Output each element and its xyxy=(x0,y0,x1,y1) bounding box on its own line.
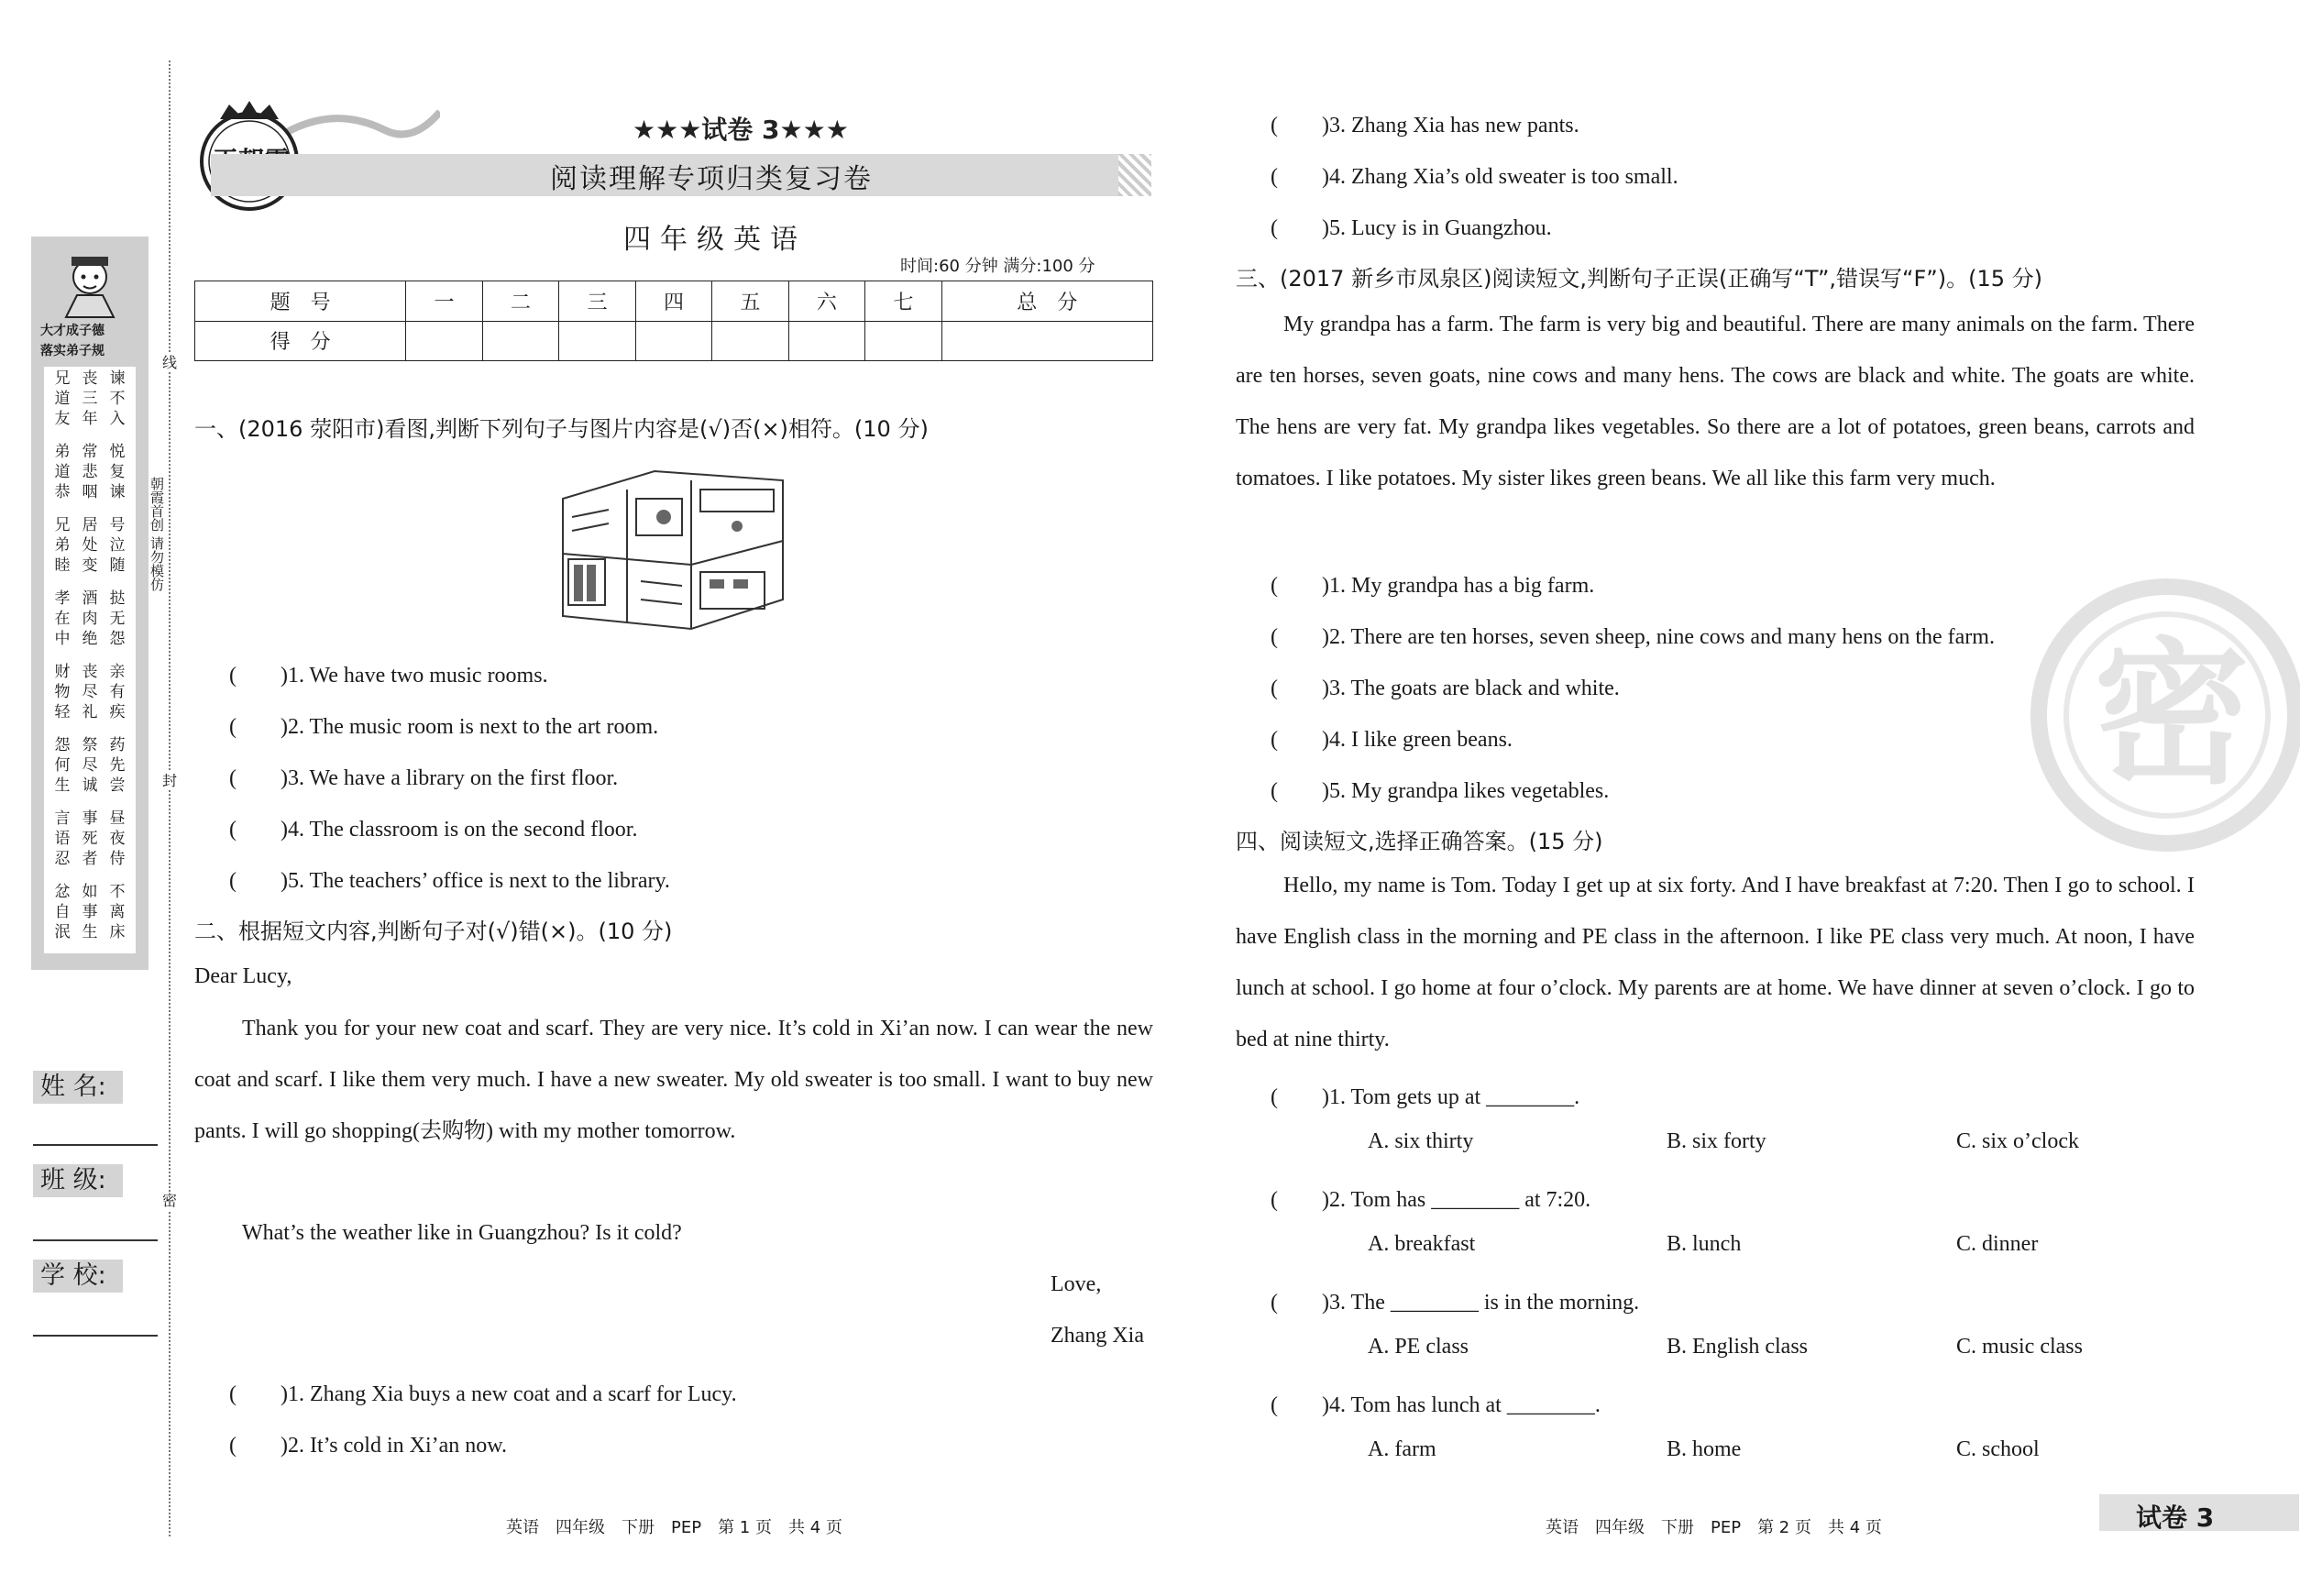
motto-column: 谏不入 xyxy=(109,369,126,428)
motto-column: 兄道友 xyxy=(54,369,71,428)
letter-question: What’s the weather like in Guangzhou? Is it cold? xyxy=(242,1221,682,1245)
footer-right: 英语 四年级 下册 PEP 第 2 页 共 4 页 xyxy=(1546,1518,1882,1537)
school-field[interactable] xyxy=(33,1335,158,1337)
score-table-section-header: 一 xyxy=(406,281,482,322)
s2-item-2: ( )2. It’s cold in Xi’an now. xyxy=(229,1434,508,1458)
s1-item-5: ( )5. The teachers’ office is next to the library. xyxy=(229,869,670,893)
sidebar-motto-top2: 落实弟子规 xyxy=(40,344,105,358)
letter-signature: Zhang Xia xyxy=(1051,1324,1144,1348)
page-title: 阅读理解专项归类复习卷 xyxy=(550,163,873,195)
s3-item-3: ( )3. The goats are black and white. xyxy=(1271,677,1620,700)
score-table-header-row xyxy=(195,281,1153,322)
s2-item-1: ( )1. Zhang Xia buys a new coat and a scarf for Lucy. xyxy=(229,1382,737,1406)
motto-column: 事死者 xyxy=(82,809,98,868)
score-table-total-header: 总 分 xyxy=(941,281,1152,322)
letter-salutation: Dear Lucy, xyxy=(194,964,292,988)
score-cell[interactable] xyxy=(712,321,788,361)
s4-q1-option-a: A. six thirty xyxy=(1368,1129,1474,1153)
score-table-section-header: 五 xyxy=(712,281,788,322)
s3-item-4: ( )4. I like green beans. xyxy=(1271,728,1513,752)
binding-label-secret: 密 xyxy=(161,1192,177,1209)
cartoon-scholar-icon xyxy=(53,246,127,319)
class-label: 班 级: xyxy=(33,1164,123,1197)
motto-column: 祭尽诚 xyxy=(82,736,98,795)
score-cell[interactable] xyxy=(865,321,941,361)
s1-item-3: ( )3. We have a library on the first floor. xyxy=(229,766,619,790)
motto-column: 酒肉绝 xyxy=(82,589,98,648)
score-cell[interactable] xyxy=(788,321,864,361)
s4-q2-option-a: A. breakfast xyxy=(1368,1232,1476,1256)
class-field[interactable] xyxy=(33,1239,158,1241)
s4-q4-option-c: C. school xyxy=(1956,1437,2040,1461)
section4-heading: 四、阅读短文,选择正确答案。(15 分) xyxy=(1236,829,1603,854)
exam-number-title: ★★★试卷 3★★★ xyxy=(633,115,849,145)
s4-q1-option-b: B. six forty xyxy=(1667,1129,1766,1153)
motto-column: 药先尝 xyxy=(109,736,126,795)
motto-column: 丧尽礼 xyxy=(82,663,98,721)
vertical-note: 朝霞首创 请勿模仿 xyxy=(149,477,165,591)
score-cell[interactable] xyxy=(482,321,558,361)
score-cell[interactable] xyxy=(559,321,635,361)
score-cell[interactable] xyxy=(941,321,1152,361)
s4-question-3: ( )3. The ________ is in the morning. xyxy=(1271,1291,1640,1315)
motto-column: 怨何生 xyxy=(54,736,71,795)
footer-left: 英语 四年级 下册 PEP 第 1 页 共 4 页 xyxy=(506,1518,842,1537)
section2-heading: 二、根据短文内容,判断句子对(√)错(×)。(10 分) xyxy=(194,919,673,944)
s4-q4-option-b: B. home xyxy=(1667,1437,1742,1461)
school-building-illustration xyxy=(554,462,798,633)
school-label: 学 校: xyxy=(33,1260,123,1293)
sidebar-motto-top: 大才成子德 xyxy=(40,324,105,338)
binding-label-line: 线 xyxy=(161,354,177,371)
motto-column: 昼夜侍 xyxy=(109,809,126,868)
s2-item-4: ( )4. Zhang Xia’s old sweater is too small. xyxy=(1271,165,1678,189)
s2-item-5: ( )5. Lucy is in Guangzhou. xyxy=(1271,216,1552,240)
name-field[interactable] xyxy=(33,1144,158,1146)
motto-column: 忿自泯 xyxy=(54,883,71,941)
motto-column: 兄弟睦 xyxy=(54,516,71,575)
motto-column: 挞无怨 xyxy=(109,589,126,648)
page-subtitle: 四年级英语 xyxy=(623,224,807,256)
s4-q3-option-c: C. music class xyxy=(1956,1335,2083,1359)
section3-heading: 三、(2017 新乡市凤泉区)阅读短文,判断句子正误(正确写“T”,错误写“F”)。(15 分) xyxy=(1236,266,2042,292)
s3-item-2: ( )2. There are ten horses, seven sheep, nine cows and many hens on the farm. xyxy=(1271,625,1995,649)
score-table-row-label: 题 号 xyxy=(195,281,406,322)
s3-item-1: ( )1. My grandpa has a big farm. xyxy=(1271,574,1595,598)
s4-question-4: ( )4. Tom has lunch at ________. xyxy=(1271,1393,1601,1417)
secret-watermark-text: 密 xyxy=(2094,624,2250,806)
score-cell[interactable] xyxy=(406,321,482,361)
motto-column: 言语忍 xyxy=(54,809,71,868)
s4-q2-option-c: C. dinner xyxy=(1956,1232,2039,1256)
motto-column: 如事生 xyxy=(82,883,98,941)
s1-item-4: ( )4. The classroom is on the second floor. xyxy=(229,818,638,842)
s4-q3-option-a: A. PE class xyxy=(1368,1335,1469,1359)
motto-column: 丧三年 xyxy=(82,369,98,428)
motto-column: 弟道恭 xyxy=(54,443,71,501)
motto-column: 常悲咽 xyxy=(82,443,98,501)
score-table-section-header: 二 xyxy=(482,281,558,322)
s4-q3-option-b: B. English class xyxy=(1667,1335,1808,1359)
score-table-score-row xyxy=(195,321,1153,361)
s4-q2-option-b: B. lunch xyxy=(1667,1232,1742,1256)
footer-tag: 试卷 3 xyxy=(2136,1502,2215,1533)
score-cell[interactable] xyxy=(635,321,711,361)
score-row-label: 得 分 xyxy=(195,321,406,361)
motto-column: 不离床 xyxy=(109,883,126,941)
motto-columns xyxy=(46,369,134,952)
score-table-section-header: 三 xyxy=(559,281,635,322)
s4-question-2: ( )2. Tom has ________ at 7:20. xyxy=(1271,1188,1591,1212)
s4-q4-option-a: A. farm xyxy=(1368,1437,1436,1461)
name-label: 姓 名: xyxy=(33,1071,123,1104)
score-table xyxy=(194,281,1153,361)
binding-label-seal: 封 xyxy=(161,772,177,789)
score-table-section-header: 六 xyxy=(788,281,864,322)
section4-passage: Hello, my name is Tom. Today I get up at six forty. And I have breakfast at 7:20. Then I go to school. I have English class in the morning and PE class in the afternoon. I like PE class very much. At noon, I have lunch at school. I go home at four o’clock. My parents are at home. We have dinner at seven o’clock. I go to bed at nine thirty. xyxy=(1236,874,2195,1051)
s1-item-1: ( )1. We have two music rooms. xyxy=(229,664,548,688)
section1-heading: 一、(2016 荥阳市)看图,判断下列句子与图片内容是(√)否(×)相符。(10 分) xyxy=(194,416,929,442)
score-table-section-header: 四 xyxy=(635,281,711,322)
letter-closing: Love, xyxy=(1051,1272,1102,1296)
motto-column: 孝在中 xyxy=(54,589,71,648)
motto-column: 号泣随 xyxy=(109,516,126,575)
letter-body: Thank you for your new coat and scarf. They are very nice. It’s cold in Xi’an now. I can wear the new coat and scarf. I like them very much. I have a new sweater. My old sweater is too small. I want to buy new pants. I will go shopping(去购物) with my mother tomorrow. xyxy=(194,1017,1153,1143)
s1-item-2: ( )2. The music room is next to the art room. xyxy=(229,715,659,739)
binding-dotted-line xyxy=(169,61,171,1536)
time-and-score-info: 时间:60 分钟 满分:100 分 xyxy=(900,257,1095,276)
motto-column: 悦复谏 xyxy=(109,443,126,501)
section3-passage: My grandpa has a farm. The farm is very big and beautiful. There are many animals on the farm. There are ten horses, seven goats, nine cows and many hens. The cows are black and white. The goats are white. The hens are very fat. My grandpa likes vegetables. So there are a lot of potatoes, green beans, carrots and tomatoes. I like potatoes. My sister likes green beans. We all like this farm very much. xyxy=(1236,313,2195,490)
motto-column: 居处变 xyxy=(82,516,98,575)
s2-item-3: ( )3. Zhang Xia has new pants. xyxy=(1271,114,1579,138)
s4-question-1: ( )1. Tom gets up at ________. xyxy=(1271,1085,1580,1109)
s4-q1-option-c: C. six o’clock xyxy=(1956,1129,2079,1153)
motto-column: 财物轻 xyxy=(54,663,71,721)
title-band-dots xyxy=(1118,154,1151,196)
motto-column: 亲有疾 xyxy=(109,663,126,721)
score-table-section-header: 七 xyxy=(865,281,941,322)
s3-item-5: ( )5. My grandpa likes vegetables. xyxy=(1271,779,1610,803)
